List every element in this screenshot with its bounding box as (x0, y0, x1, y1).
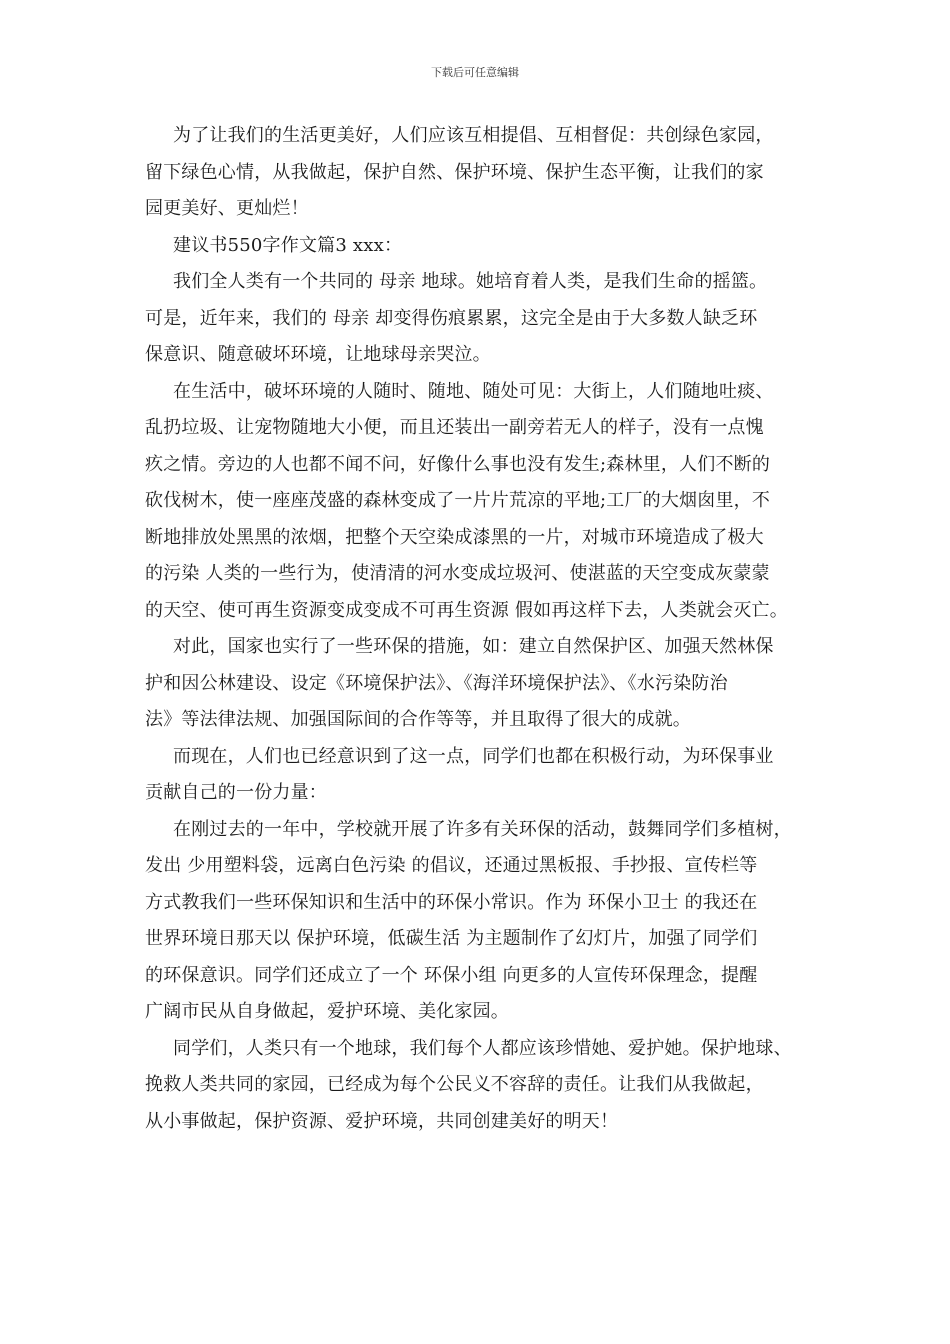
text-line: 保意识、随意破坏环境，让地球母亲哭泣。 (145, 344, 491, 365)
text-line: 我们全人类有一个共同的 母亲 地球。她培育着人类，是我们生命的摇篮。 (173, 271, 768, 292)
text-line: 挽救人类共同的家园，已经成为每个公民义不容辞的责任。让我们从我做起， (145, 1074, 764, 1095)
text-line: 建议书550字作文篇3 xxx： (173, 234, 403, 256)
text-line: 在刚过去的一年中，学校就开展了许多有关环保的活动，鼓舞同学们多植树， (173, 818, 792, 840)
text-line: 法》等法律法规、加强国际间的合作等等，并且取得了很大的成就。 (145, 709, 691, 730)
text-line: 留下绿色心情，从我做起，保护自然、保护环境、保护生态平衡，让我们的家 (145, 161, 764, 183)
text-line: 对此，国家也实行了一些环保的措施，如：建立自然保护区、加强天然林保 (173, 636, 774, 657)
text-line: 的环保意识。同学们还成立了一个 环保小组 向更多的人宣传环保理念，提醒 (145, 964, 758, 986)
text-line: 乱扔垃圾、让宠物随地大小便，而且还装出一副旁若无人的样子，没有一点愧 (145, 417, 764, 438)
text-line: 断地排放处黑黑的浓烟，把整个天空染成漆黑的一片，对城市环境造成了极大 (145, 526, 764, 548)
text-line: 方式教我们一些环保知识和生活中的环保小常识。作为 环保小卫士 的我还在 (145, 891, 758, 913)
text-line: 可是，近年来，我们的 母亲 却变得伤痕累累，这完全是由于大多数人缺乏环 (145, 307, 758, 329)
document-body (145, 118, 807, 1140)
text-line: 发出 少用塑料袋，远离白色污染 的倡议，还通过黑板报、手抄报、宣传栏等 (145, 855, 758, 876)
page-header-note: 下载后可任意编辑 (431, 66, 519, 79)
text-line: 世界环境日那天以 保护环境，低碳生活 为主题制作了幻灯片，加强了同学们 (145, 928, 758, 949)
text-line: 为了让我们的生活更美好，人们应该互相提倡、互相督促：共创绿色家园， (173, 125, 774, 146)
text-line: 广阔市民从自身做起，爱护环境、美化家园。 (145, 1001, 509, 1022)
text-line: 从小事做起，保护资源、爱护环境，共同创建美好的明天！ (145, 1110, 619, 1132)
text-line: 疚之情。旁边的人也都不闻不问，好像什么事也没有发生;森林里，人们不断的 (145, 453, 771, 475)
text-line: 砍伐树木，使一座座茂盛的森林变成了一片片荒凉的平地;工厂的大烟囱里，不 (145, 490, 771, 511)
text-line: 贡献自己的一份力量： (145, 782, 327, 803)
text-line: 的污染 人类的一些行为，使清清的河水变成垃圾河、使湛蓝的天空变成灰蒙蒙 (145, 563, 770, 584)
text-line: 的天空、使可再生资源变成变成不可再生资源 假如再这样下去，人类就会灭亡。 (145, 599, 788, 621)
text-line: 在生活中，破坏环境的人随时、随地、随处可见：大街上，人们随地吐痰、 (173, 380, 774, 402)
text-line: 护和因公林建设、设定《环境保护法》、《海洋环境保护法》、《水污染防治 (145, 672, 728, 694)
text-line: 园更美好、更灿烂！ (145, 198, 309, 219)
text-line: 而现在，人们也已经意识到了这一点，同学们也都在积极行动，为环保事业 (173, 745, 774, 767)
text-line: 同学们，人类只有一个地球，我们每个人都应该珍惜她、爱护她。保护地球、 (173, 1037, 792, 1059)
